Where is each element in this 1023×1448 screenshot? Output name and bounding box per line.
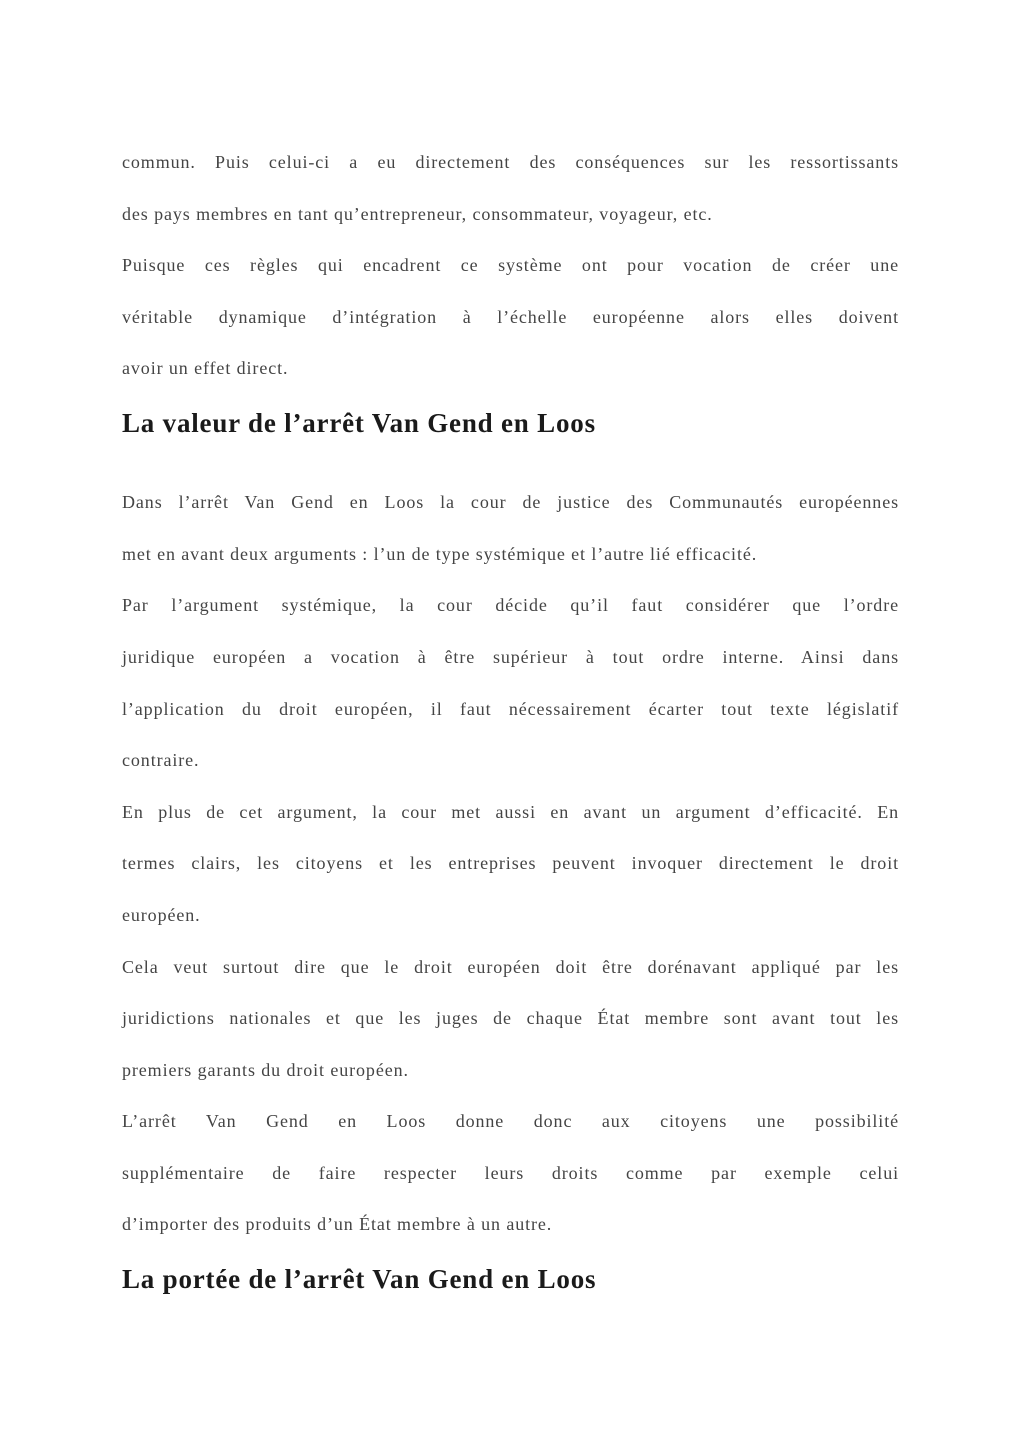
paragraph-line: L’arrêt Van Gend en Loos donne donc aux citoyens une possibilité <box>122 1111 899 1131</box>
paragraph-line: Cela veut surtout dire que le droit européen doit être dorénavant appliqué par les <box>122 957 899 977</box>
paragraph-line: véritable dynamique d’intégration à l’échelle européenne alors elles doivent <box>122 307 899 327</box>
paragraph-line: commun. Puis celui-ci a eu directement des conséquences sur les ressortissants <box>122 152 899 172</box>
paragraph-line: européen. <box>122 905 201 925</box>
paragraph-line: Dans l’arrêt Van Gend en Loos la cour de justice des Communautés européennes <box>122 492 899 512</box>
paragraph-line: l’application du droit européen, il faut nécessairement écarter tout texte législatif <box>122 699 899 719</box>
paragraph-line: contraire. <box>122 750 200 770</box>
paragraph-line: premiers garants du droit européen. <box>122 1060 409 1080</box>
paragraph-line: d’importer des produits d’un État membre à un autre. <box>122 1214 553 1234</box>
paragraph-line: termes clairs, les citoyens et les entreprises peuvent invoquer directement le droit <box>122 853 899 873</box>
paragraph-line: Puisque ces règles qui encadrent ce système ont pour vocation de créer une <box>122 255 899 275</box>
paragraph-line: met en avant deux arguments : l’un de type systémique et l’autre lié efficacité. <box>122 544 758 564</box>
paragraph-line: avoir un effet direct. <box>122 358 289 378</box>
paragraph-line: des pays membres en tant qu’entrepreneur, consommateur, voyageur, etc. <box>122 204 713 224</box>
paragraph-line: supplémentaire de faire respecter leurs droits comme par exemple celui <box>122 1163 899 1183</box>
paragraph-line: juridictions nationales et que les juges de chaque État membre sont avant tout les <box>122 1008 899 1028</box>
paragraph-line: Par l’argument systémique, la cour décide qu’il faut considérer que l’ordre <box>122 595 899 615</box>
section-heading: La valeur de l’arrêt Van Gend en Loos <box>122 408 596 438</box>
paragraph-line: juridique européen a vocation à être supérieur à tout ordre interne. Ainsi dans <box>122 647 899 667</box>
paragraph-line: En plus de cet argument, la cour met aussi en avant un argument d’efficacité. En <box>122 802 899 822</box>
section-heading: La portée de l’arrêt Van Gend en Loos <box>122 1264 597 1294</box>
